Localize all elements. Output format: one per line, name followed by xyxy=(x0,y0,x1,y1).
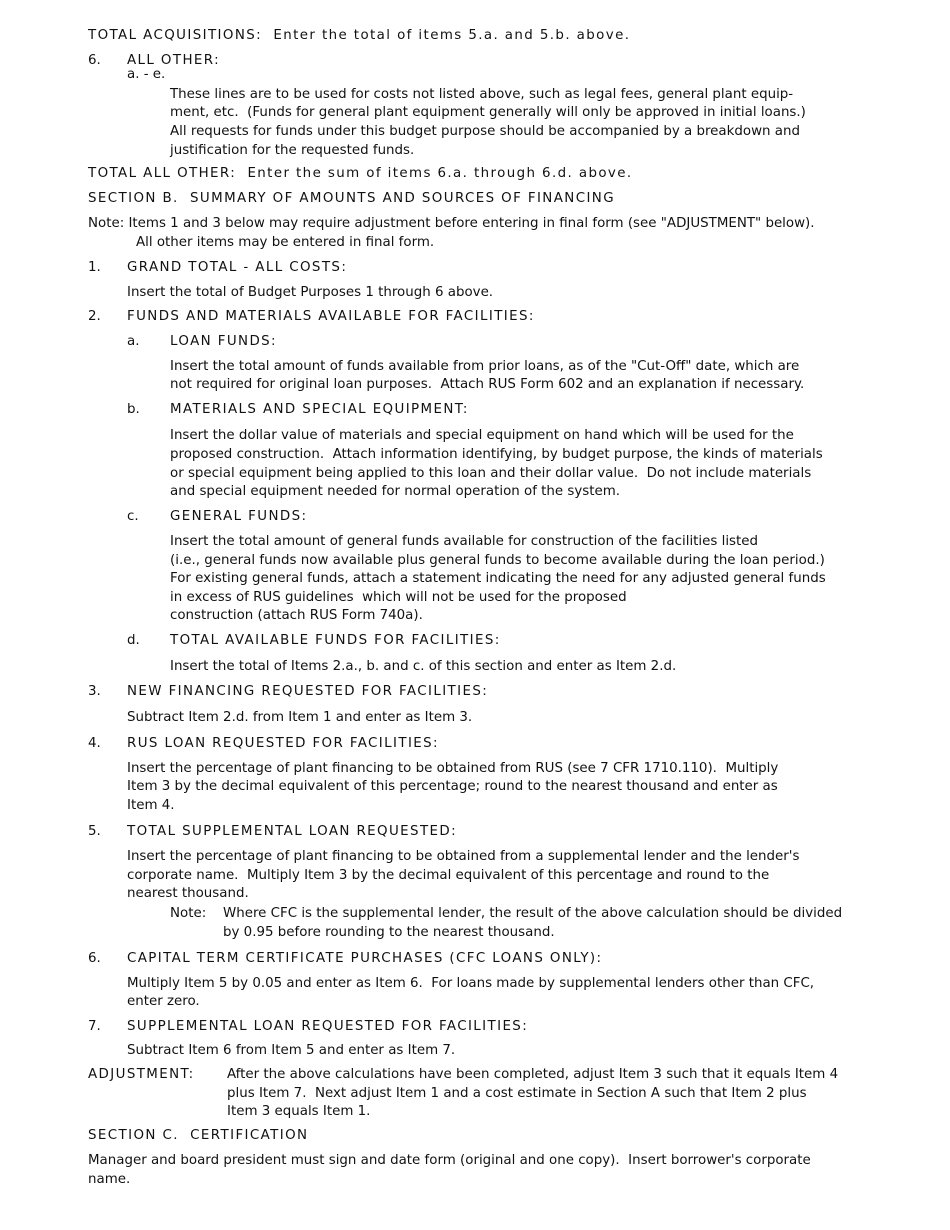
item6-text-line: ment, etc. (Funds for general plant equipment generally will only be approved in initial loans.) xyxy=(170,105,806,120)
b6-text-line: Multiply Item 5 by 0.05 and enter as Item 6. For loans made by supplemental lenders other than CFC, xyxy=(127,976,815,991)
b6-title: CAPITAL TERM CERTIFICATE PURCHASES (CFC LOANS ONLY): xyxy=(127,951,603,966)
b4-number: 4. xyxy=(88,736,101,751)
b1-text: Insert the total of Budget Purposes 1 through 6 above. xyxy=(127,285,494,300)
b2d-text-line: Insert the total of Items 2.a., b. and c. of this section and enter as Item 2.d. xyxy=(170,659,677,674)
b2a-text-line: not required for original loan purposes. Attach RUS Form 602 and an explanation if necessary. xyxy=(170,377,805,392)
b2c-number: c. xyxy=(127,509,139,524)
b2c-text-line: in excess of RUS guidelines which will not be used for the proposed xyxy=(170,590,627,605)
b5-note-line: by 0.95 before rounding to the nearest thousand. xyxy=(223,925,555,940)
b2d-number: d. xyxy=(127,633,140,648)
b3-title: NEW FINANCING REQUESTED FOR FACILITIES: xyxy=(127,684,489,699)
b2a-number: a. xyxy=(127,334,140,349)
b5-note-label: Note: xyxy=(170,906,207,921)
b2a-title: LOAN FUNDS: xyxy=(170,334,277,349)
item6-text-line: justification for the requested funds. xyxy=(170,143,415,158)
section-b-note: All other items may be entered in final form. xyxy=(136,235,435,250)
b2b-text-line: proposed construction. Attach information identifying, by budget purpose, the kinds of materials xyxy=(170,447,823,462)
b7-number: 7. xyxy=(88,1019,101,1034)
adjustment-label: ADJUSTMENT: xyxy=(88,1067,195,1082)
b2b-number: b. xyxy=(127,402,140,417)
b6-text-line: enter zero. xyxy=(127,994,200,1009)
b4-text-line: Item 4. xyxy=(127,798,175,813)
b4-text-line: Insert the percentage of plant financing to be obtained from RUS (see 7 CFR 1710.110). Multiply xyxy=(127,761,779,776)
section-c-text-line: Manager and board president must sign and date form (original and one copy). Insert borrower's corporate xyxy=(88,1153,811,1168)
b2a-text-line: Insert the total amount of funds available from prior loans, as of the "Cut-Off" date, which are xyxy=(170,359,800,374)
b5-text-line: corporate name. Multiply Item 3 by the decimal equivalent of this percentage and round to the xyxy=(127,868,770,883)
adjustment-text-line: Item 3 equals Item 1. xyxy=(227,1104,371,1119)
b5-note-line: Where CFC is the supplemental lender, the result of the above calculation should be divided xyxy=(223,906,843,921)
b1-number: 1. xyxy=(88,260,101,275)
b5-text-line: Insert the percentage of plant financing to be obtained from a supplemental lender and the lender's xyxy=(127,849,800,864)
b2b-text-line: Insert the dollar value of materials and special equipment on hand which will be used for the xyxy=(170,428,794,443)
b2-number: 2. xyxy=(88,309,101,324)
b2c-text-line: For existing general funds, attach a statement indicating the need for any adjusted general funds xyxy=(170,571,826,586)
b2b-title: MATERIALS AND SPECIAL EQUIPMENT: xyxy=(170,402,469,417)
adjustment-text-line: plus Item 7. Next adjust Item 1 and a cost estimate in Section A such that Item 2 plus xyxy=(227,1086,807,1101)
b6-number: 6. xyxy=(88,951,101,966)
adjustment-text-line: After the above calculations have been completed, adjust Item 3 such that it equals Item 4 xyxy=(227,1067,839,1082)
b2c-title: GENERAL FUNDS: xyxy=(170,509,308,524)
item6-title: ALL OTHER: xyxy=(127,53,220,68)
total-acquisitions: TOTAL ACQUISITIONS: Enter the total of items 5.a. and 5.b. above. xyxy=(88,28,631,43)
b2d-title: TOTAL AVAILABLE FUNDS FOR FACILITIES: xyxy=(170,633,501,648)
b2b-text-line: or special equipment being applied to this loan and their dollar value. Do not include materials xyxy=(170,466,812,481)
b2c-text-line: Insert the total amount of general funds available for construction of the facilities listed xyxy=(170,534,759,549)
b5-title: TOTAL SUPPLEMENTAL LOAN REQUESTED: xyxy=(127,824,458,839)
b5-text-line: nearest thousand. xyxy=(127,886,249,901)
total-all-other: TOTAL ALL OTHER: Enter the sum of items 6.a. through 6.d. above. xyxy=(88,166,633,181)
section-b-heading: SECTION B. SUMMARY OF AMOUNTS AND SOURCES OF FINANCING xyxy=(88,191,615,206)
section-c-text-line: name. xyxy=(88,1172,131,1187)
b7-title: SUPPLEMENTAL LOAN REQUESTED FOR FACILITIES: xyxy=(127,1019,529,1034)
section-b-note: Note: Items 1 and 3 below may require adjustment before entering in final form (see "ADJUSTMENT" below). xyxy=(88,216,815,231)
b2c-text-line: (i.e., general funds now available plus general funds to become available during the loan period.) xyxy=(170,553,825,568)
b4-title: RUS LOAN REQUESTED FOR FACILITIES: xyxy=(127,736,439,751)
b2c-text-line: construction (attach RUS Form 740a). xyxy=(170,608,423,623)
item6-number: 6. xyxy=(88,53,101,68)
item6-text-line: These lines are to be used for costs not listed above, such as legal fees, general plant equip- xyxy=(170,87,794,102)
item6-text-line: All requests for funds under this budget purpose should be accompanied by a breakdown and xyxy=(170,124,800,139)
b5-number: 5. xyxy=(88,824,101,839)
section-c-heading: SECTION C. CERTIFICATION xyxy=(88,1128,309,1143)
b3-number: 3. xyxy=(88,684,101,699)
b2-title: FUNDS AND MATERIALS AVAILABLE FOR FACILITIES: xyxy=(127,309,535,324)
b4-text-line: Item 3 by the decimal equivalent of this percentage; round to the nearest thousand and enter as xyxy=(127,779,778,794)
item6-sub: a. - e. xyxy=(127,67,166,82)
b3-text: Subtract Item 2.d. from Item 1 and enter as Item 3. xyxy=(127,710,473,725)
b2b-text-line: and special equipment needed for normal operation of the system. xyxy=(170,484,621,499)
b7-text: Subtract Item 6 from Item 5 and enter as Item 7. xyxy=(127,1043,456,1058)
b1-title: GRAND TOTAL - ALL COSTS: xyxy=(127,260,348,275)
